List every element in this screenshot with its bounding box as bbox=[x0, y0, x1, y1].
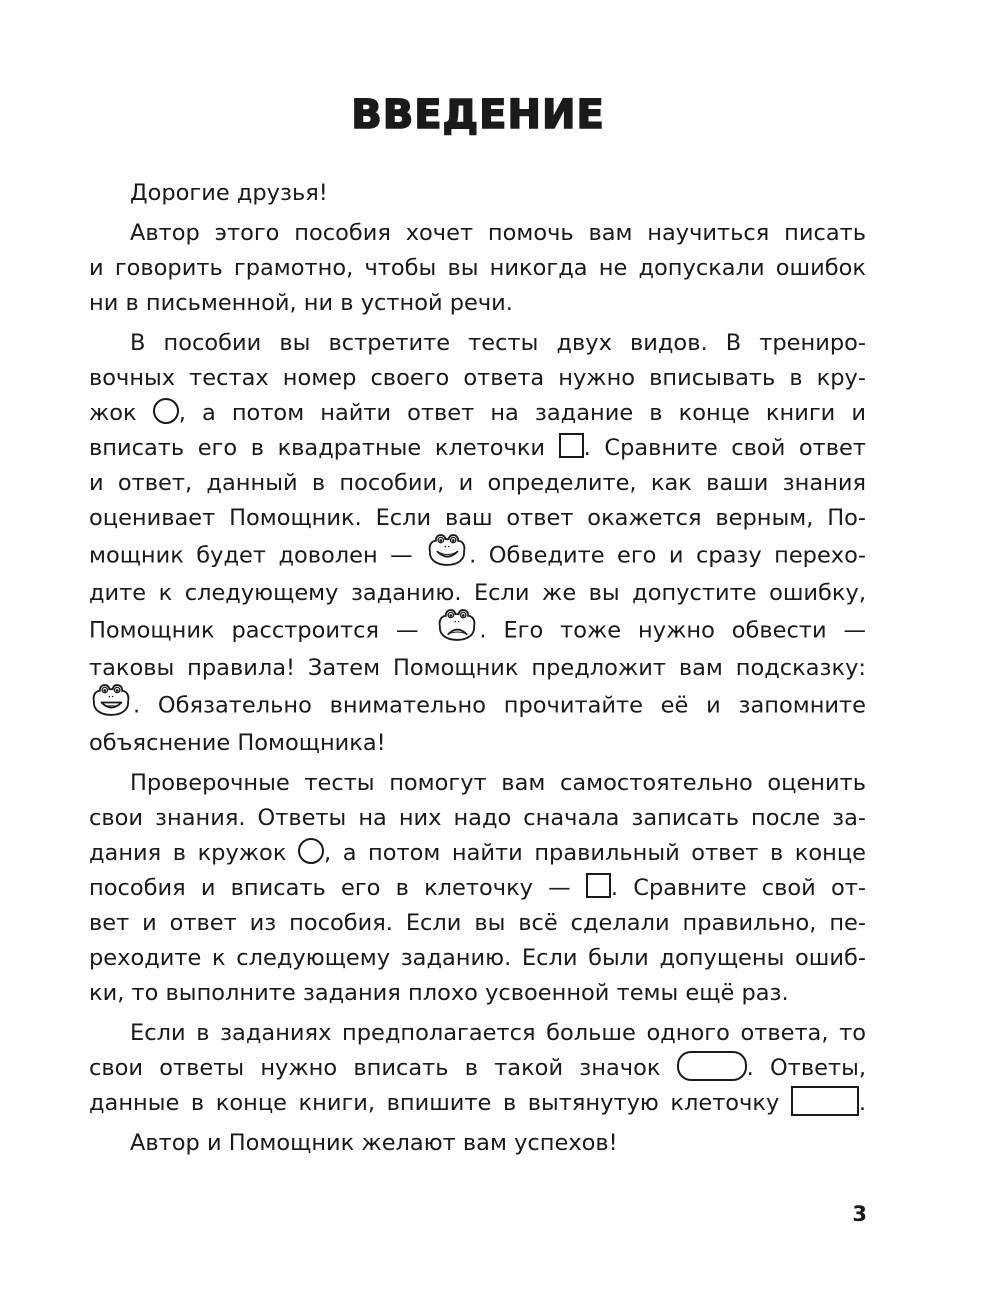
text-line: ни в письменной, ни в устной речи. bbox=[89, 290, 513, 316]
text-line: и ответ, данный в пособии, и определите, как ваши знания bbox=[89, 470, 866, 496]
hint-frog-icon bbox=[89, 680, 133, 720]
text-line: вочных тестах номер своего ответа нужно вписывать в кру- bbox=[89, 365, 866, 391]
text-line: таковы правила! Затем Помощник предложит вам подсказку: bbox=[89, 655, 866, 681]
text-line: вет и ответ из пособия. Если вы всё сделали правильно, пе- bbox=[89, 910, 866, 936]
text-line bbox=[89, 686, 866, 726]
answer-square-icon bbox=[586, 873, 611, 898]
answer-square-icon bbox=[559, 433, 584, 458]
text-fragment: . Сравните свой ответ bbox=[583, 435, 866, 461]
text-fragment: . Обязательно внимательно прочитайте её и запомните bbox=[133, 692, 866, 719]
text-line: Автор и Помощник желают вам успехов! bbox=[130, 1130, 618, 1156]
text-line: оценивает Помощник. Если ваш ответ окажется верным, По- bbox=[89, 505, 866, 531]
page-title: ВВЕДЕНИЕ bbox=[351, 92, 605, 138]
text-fragment: . bbox=[858, 1090, 866, 1116]
text-line: объяснение Помощника! bbox=[89, 730, 386, 756]
text-fragment: , а потом найти правильный ответ в конце bbox=[323, 840, 866, 866]
text-line: В пособии вы встретите тесты двух видов. В трениро- bbox=[130, 330, 866, 356]
text-line bbox=[89, 836, 866, 871]
page-number: 3 bbox=[852, 1202, 867, 1226]
text-fragment: жок bbox=[89, 400, 137, 426]
happy-frog-icon bbox=[425, 530, 469, 570]
text-line bbox=[89, 611, 866, 651]
text-line bbox=[89, 431, 866, 466]
text-fragment: пособия и вписать его в клеточку — bbox=[89, 875, 571, 901]
sad-frog-icon bbox=[435, 605, 479, 645]
text-line bbox=[89, 536, 866, 576]
answer-circle-icon bbox=[298, 838, 324, 864]
text-line bbox=[89, 396, 866, 431]
paragraph-author-goal bbox=[89, 216, 866, 321]
answer-circle-icon bbox=[153, 398, 179, 424]
paragraph-greeting bbox=[89, 176, 866, 211]
text-fragment: . Ответы, bbox=[746, 1055, 867, 1081]
text-fragment: вписать его в квадратные клеточки bbox=[89, 435, 546, 461]
text-line: Автор этого пособия хочет помочь вам научиться писать bbox=[130, 220, 866, 246]
text-fragment: . Его тоже нужно обвести — bbox=[479, 617, 866, 644]
text-line: Дорогие друзья! bbox=[130, 180, 328, 206]
text-line bbox=[89, 1086, 866, 1121]
text-line bbox=[89, 1051, 866, 1086]
multi-answer-oval-icon bbox=[677, 1051, 747, 1081]
multi-answer-rectangle-icon bbox=[791, 1086, 859, 1116]
text-fragment: дания в кружок bbox=[89, 840, 287, 866]
paragraph-multiple-answers bbox=[89, 1016, 866, 1121]
text-line: свои знания. Ответы на них надо сначала записать после за- bbox=[89, 805, 866, 831]
text-line: Если в заданиях предполагается больше одного ответа, то bbox=[130, 1020, 866, 1046]
text-fragment: свои ответы нужно вписать в такой значок bbox=[89, 1055, 661, 1081]
introduction-text bbox=[89, 176, 866, 1166]
text-line bbox=[89, 871, 866, 906]
text-fragment: Помощник расстроится — bbox=[89, 617, 419, 644]
text-fragment: , а потом найти ответ на задание в конце книги и bbox=[178, 400, 867, 426]
paragraph-closing bbox=[89, 1126, 866, 1161]
text-line: Проверочные тесты помогут вам самостоятельно оценить bbox=[130, 770, 866, 796]
text-fragment: данные в конце книги, впишите в вытянутую клеточку bbox=[89, 1090, 780, 1116]
paragraph-check-tests bbox=[89, 766, 866, 1011]
paragraph-training-tests bbox=[89, 326, 866, 761]
text-line: и говорить грамотно, чтобы вы никогда не допускали ошибок bbox=[89, 255, 866, 281]
text-fragment: . Обведите его и сразу перехо- bbox=[469, 542, 866, 569]
text-fragment: мощник будет доволен — bbox=[89, 542, 413, 569]
text-line: ки, то выполните задания плохо усвоенной темы ещё раз. bbox=[89, 980, 789, 1006]
text-fragment: . Сравните свой от- bbox=[610, 875, 866, 901]
text-line: реходите к следующему заданию. Если были допущены ошиб- bbox=[89, 945, 866, 971]
text-line: дите к следующему заданию. Если же вы допустите ошибку, bbox=[89, 580, 866, 606]
